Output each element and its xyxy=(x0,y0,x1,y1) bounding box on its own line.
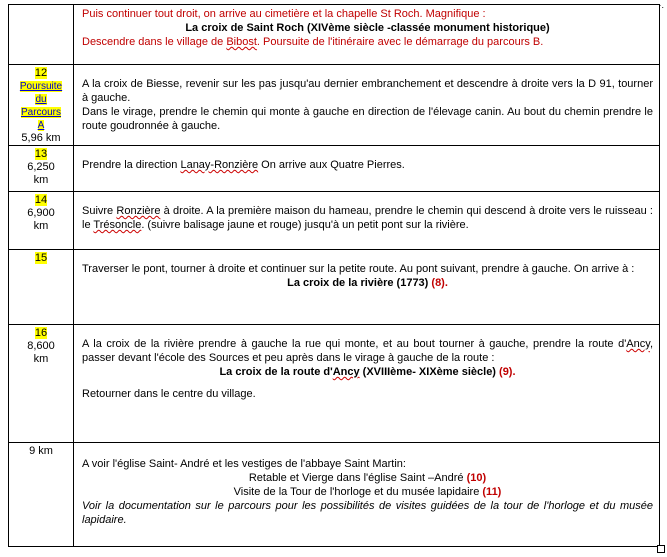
reference-number: (9). xyxy=(499,366,516,378)
description-cell xyxy=(74,250,660,325)
table-row xyxy=(9,65,660,146)
table-row xyxy=(9,250,660,325)
text-span: à droite. A la première maison du hameau, prendre le chemin qui descend à droite vers le ruisseau : le xyxy=(82,205,653,231)
text-span: . Poursuite de l'itinéraire avec le démarrage du parcours B. xyxy=(256,36,544,48)
place-name: Ancy xyxy=(626,338,650,350)
table-row xyxy=(9,325,660,443)
text-span: . (suivre balisage jaune et rouge) jusqu'à un petit pont sur la rivière. xyxy=(141,219,469,231)
step-cell xyxy=(9,146,74,192)
text-span: Descendre dans le village de xyxy=(82,36,227,48)
table-row xyxy=(9,146,660,192)
text-paragraph xyxy=(82,204,653,232)
text-line xyxy=(82,471,653,485)
text-span: , passer devant l'école des Sources et peu après dans le virage à gauche de la route : xyxy=(82,338,653,364)
text-paragraph: Dans le virage, prendre le chemin qui monte à gauche en direction de l'élevage canin. Au bout du chemin prendre le route goudronnée à gauche. xyxy=(82,106,653,132)
step-number: 15 xyxy=(34,252,48,264)
step-number: 14 xyxy=(34,194,48,206)
text-span: On arrive aux Quatre Pierres. xyxy=(258,159,405,171)
text-paragraph: Retourner dans le centre du village. xyxy=(82,388,256,400)
table-row xyxy=(9,192,660,250)
text-line: Puis continuer tout droit, on arrive au cimetière et la chapelle St Roch. Magnifique : xyxy=(82,8,486,20)
distance-unit: km xyxy=(33,353,49,365)
distance: 8,600 xyxy=(27,340,55,352)
text-span: Visite de la Tour de l'horloge et du musée lapidaire xyxy=(233,486,483,498)
resize-handle[interactable] xyxy=(657,545,665,553)
step-cell xyxy=(9,443,74,547)
text-span: A la croix de la rivière prendre à gauche la rue qui monte, et au bout tourner à gauche, prendre la route d' xyxy=(82,338,627,350)
table-row xyxy=(9,5,660,65)
step-cell xyxy=(9,5,74,65)
text-paragraph: A voir l'église Saint- André et les vestiges de l'abbaye Saint Martin: xyxy=(82,458,406,470)
text-paragraph: Voir la documentation sur le parcours pour les possibilités de visites guidées de la tour de l'horloge et du musée lapidaire. xyxy=(82,500,653,526)
text-span: Suivre xyxy=(82,205,117,217)
place-name: Lanay-Ronzière xyxy=(180,159,259,171)
distance-unit: km xyxy=(33,174,49,186)
step-cell xyxy=(9,65,74,146)
step-cell xyxy=(9,325,74,443)
description-cell xyxy=(74,443,660,547)
description-cell xyxy=(74,325,660,443)
text-span: La croix de la route d' xyxy=(219,366,333,378)
corner-mark: ·. xyxy=(658,0,664,10)
monument-title xyxy=(82,365,653,379)
parcours-link[interactable] xyxy=(9,80,73,132)
distance: 9 km xyxy=(29,445,53,457)
reference-number: (10) xyxy=(466,472,487,484)
text-line xyxy=(82,485,653,499)
step-cell xyxy=(9,250,74,325)
text-paragraph: A la croix de Biesse, revenir sur les pas jusqu'au dernier embranchement et descendre à droite vers la D 91, tourner à gauche. xyxy=(82,78,653,104)
text-paragraph xyxy=(82,337,653,365)
description-cell xyxy=(74,192,660,250)
text-paragraph: Traverser le pont, tourner à droite et continuer sur la petite route. Au pont suivant, prendre à gauche. On arrive à : xyxy=(82,263,635,275)
step-number: 16 xyxy=(34,327,48,339)
distance: 6,250 xyxy=(27,161,55,173)
monument-title: La croix de Saint Roch (XIVème siècle -classée monument historique) xyxy=(185,22,550,34)
link-text[interactable]: Poursuite xyxy=(19,81,63,92)
step-number: 12 xyxy=(34,67,48,79)
place-name: Ancy xyxy=(332,366,360,378)
monument-title xyxy=(82,276,653,290)
step-cell xyxy=(9,192,74,250)
distance: 6,900 xyxy=(27,207,55,219)
description-cell xyxy=(74,146,660,192)
text-line xyxy=(82,35,653,49)
link-text[interactable]: A xyxy=(37,120,45,131)
place-name: Ronzière xyxy=(116,205,161,217)
description-cell xyxy=(74,65,660,146)
place-name: Bibost xyxy=(226,36,257,48)
description-cell xyxy=(74,5,660,65)
link-text[interactable]: Parcours xyxy=(20,107,61,118)
distance: 5,96 km xyxy=(21,132,61,144)
text-span: Prendre la direction xyxy=(82,159,181,171)
place-name: Trésoncle xyxy=(93,219,142,231)
text-paragraph xyxy=(82,158,653,172)
table-row xyxy=(9,443,660,547)
link-text[interactable]: du xyxy=(35,94,47,105)
document-page xyxy=(8,4,660,547)
text-span: La croix de la rivière (1773) xyxy=(287,277,432,289)
distance-unit: km xyxy=(33,220,49,232)
text-span: (XVIIIème- XIXème siècle) xyxy=(359,366,500,378)
text-span: Retable et Vierge dans l'église Saint –André xyxy=(248,472,467,484)
reference-number: (11) xyxy=(482,486,502,498)
reference-number: (8). xyxy=(431,277,448,289)
itinerary-table xyxy=(8,4,660,547)
step-number: 13 xyxy=(34,148,48,160)
